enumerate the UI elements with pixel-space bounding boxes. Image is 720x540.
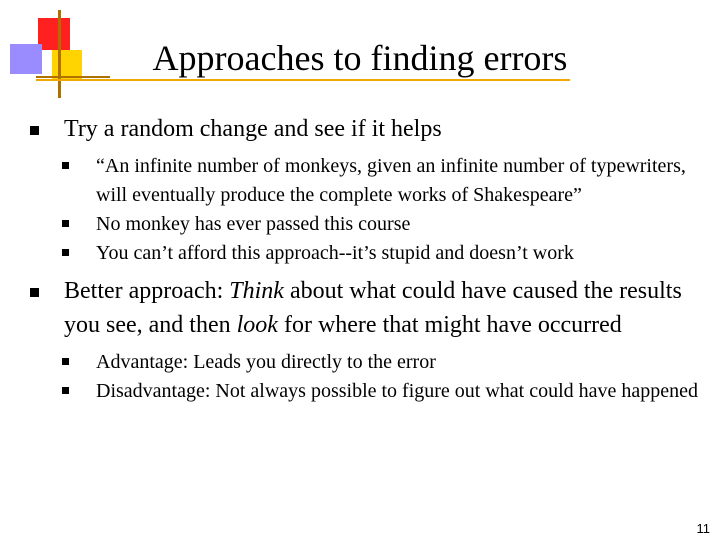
sub-bullet-cant-afford [30,239,700,268]
square-bullet-icon [30,288,39,297]
sub-bullet-advantage [30,348,700,377]
bullet-text: Try a random change and see if it helps [64,116,442,142]
sub-bullet-text: No monkey has ever passed this course [96,213,411,235]
sub-bullet-disadvantage [30,377,700,406]
emphasis-look: look [236,312,278,338]
sub-bullet-text: Advantage: Leads you directly to the error [96,351,436,373]
bullet-random-change [30,112,700,146]
sub-bullet-list [30,152,700,268]
bullet-text-part: about what could have caused the results you see, and then [64,278,682,338]
slide-title: Approaches to finding errors [152,38,568,78]
square-bullet-icon [62,387,69,394]
sub-bullet-monkeys-quote [30,152,700,210]
sub-bullet-text: “An infinite number of monkeys, given an infinite number of typewriters, will eventually produce the complete works of Shakespeare” [96,155,686,206]
slide-content [30,112,700,412]
square-bullet-icon [62,162,69,169]
square-bullet-icon [30,126,39,135]
square-bullet-icon [62,249,69,256]
title-underline [36,79,570,81]
bullet-better-approach [30,274,700,342]
bullet-text-part: for where that might have occurred [277,312,622,338]
square-bullet-icon [62,358,69,365]
sub-bullet-text: You can’t afford this approach--it’s stupid and doesn’t work [96,242,574,264]
sub-bullet-no-monkey [30,210,700,239]
bullet-text-part: Better approach: [64,278,230,304]
emphasis-think: Think [229,278,284,304]
sub-bullet-text: Disadvantage: Not always possible to figure out what could have happened [96,380,699,402]
square-bullet-icon [62,220,69,227]
page-number: 11 [696,521,710,536]
sub-bullet-list [30,348,700,406]
